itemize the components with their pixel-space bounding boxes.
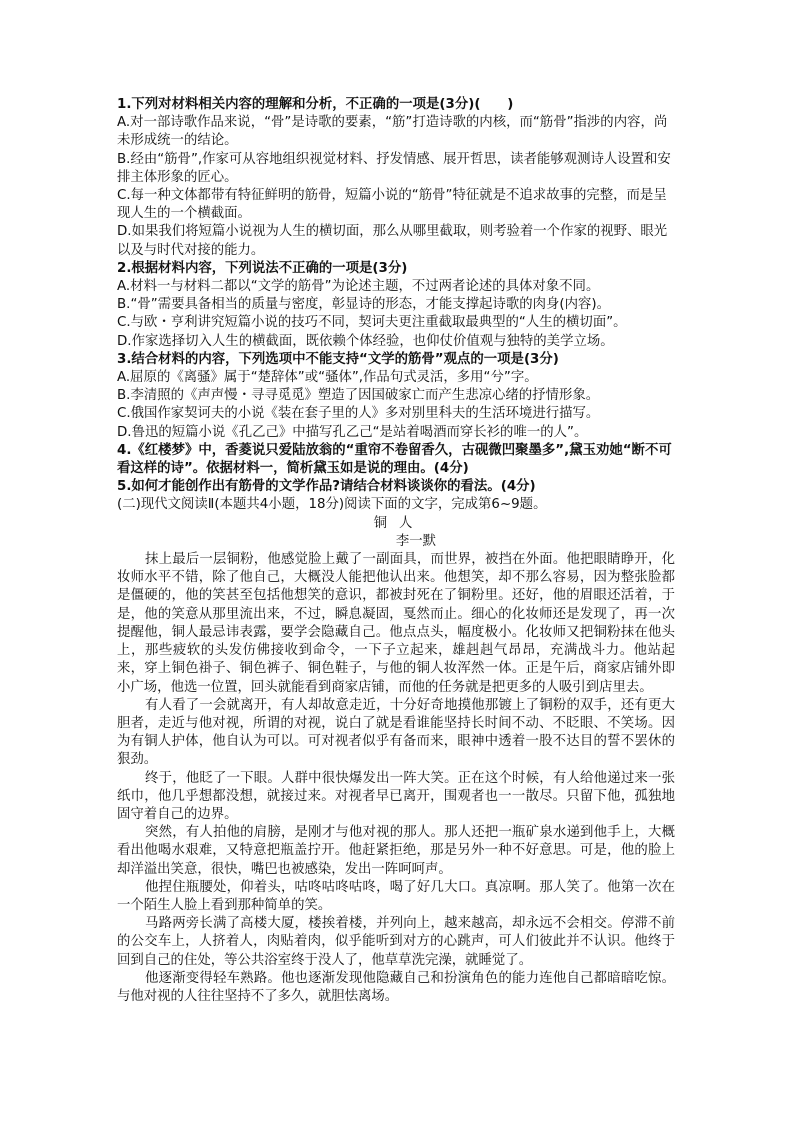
question-3-option-a: A.屈原的《离骚》属于“楚辞体”或“骚体”,作品句式灵活，多用“兮”字。	[117, 370, 538, 386]
question-3-option-b: B.李清照的《声声慢・寻寻觅觅》塑造了因国破家亡而产生悲凉心绪的抒情形象。	[117, 388, 600, 404]
exam-page	[117, 96, 675, 1006]
question-2-option-a: A.材料一与材料二都以“文学的筋骨”为论述主题，不过两者论述的具体对象不同。	[117, 279, 600, 295]
question-2-stem: 2.根据材料内容，下列说法不正确的一项是(3分)	[117, 260, 408, 276]
story-paragraph: 抹上最后一层铜粉，他感觉脸上戴了一副面具，而世界，被挡在外面。他把眼睛睁开，化妆师水平不错，除了他自己，大概没人能把他认出来。他想笑，却不那么容易，因为整张脸都是僵硬的，他的笑甚至包括他想笑的意识，都被封死在了铜粉里。还好，他的眉眼还活着，于是，他的笑意从那里流出来，不过，瞬息凝固，戛然而止。细心的化妆师还是发现了，再一次提醒他，铜人最忌讳表露，要学会隐藏自己。他点点头，幅度极小。化妆师又把铜粉抹在他头上，那些疲软的头发仿佛接收到命令，一下子立起来，雄赳赳气昂昂，充满战斗力。他站起来，穿上铜色褂子、铜色裤子、铜色鞋子，与他的铜人妆浑然一体。正是午后，商家店铺外即小广场，他选一位置，回头就能看到商家店铺，而他的任务就是把更多的人吸引到店里去。	[117, 552, 675, 695]
question-2-option-d: D.作家选择切入人生的横截面，既依赖个体经验，也仰仗价值观与独特的美学立场。	[117, 333, 614, 349]
story-paragraph: 马路两旁长满了高楼大厦，楼挨着楼，并列向上，越来越高，却永远不会相交。停滞不前的公交车上，人挤着人，肉贴着肉，似乎能听到对方的心跳声，可人们彼此并不认识。他终于回到自己的住处，等公共浴室终于没人了，他草草洗完澡，就睡觉了。	[117, 916, 675, 968]
question-1-option-c: C.每一种文体都带有特征鲜明的筋骨，短篇小说的“筋骨”特征就是不追求故事的完整，而是呈现人生的一个横截面。	[117, 188, 667, 222]
story-author: 李一默	[395, 533, 437, 549]
question-3-stem: 3.结合材料的内容，下列选项中不能支持“文学的筋骨”观点的一项是(3分)	[117, 351, 559, 367]
question-3-option-c: C.俄国作家契诃夫的小说《装在套子里的人》多对别里科夫的生活环境进行描写。	[117, 406, 600, 422]
story-paragraph: 终于，他眨了一下眼。人群中很快爆发出一阵大笑。正在这个时候，有人给他递过来一张纸巾，他几乎想都没想，就接过来。对视者早已离开，围观者也一一散尽。只留下他，孤独地固守着自己的边界。	[117, 770, 675, 822]
question-5-stem: 5.如何才能创作出有筋骨的文学作品?请结合材料谈谈你的看法。(4分)	[117, 479, 536, 495]
section-heading: (二)现代文阅读Ⅱ(本题共4小题，18分)阅读下面的文字，完成第6~9题。	[117, 497, 547, 513]
question-1-option-a: A.对一部诗歌作品来说，“骨”是诗歌的要素，“筋”打造诗歌的内核，而“筋骨”指涉的内容，尚未形成统一的结论。	[117, 115, 668, 149]
question-3-option-d: D.鲁迅的短篇小说《孔乙己》中描写孔乙己“是站着喝酒而穿长衫的唯一的人”。	[117, 424, 588, 440]
question-1-option-d: D.如果我们将短篇小说视为人生的横切面，那么从哪里截取，则考验着一个作家的视野、眼光以及与时代对接的能力。	[117, 224, 668, 258]
story-paragraph: 有人看了一会就离开，有人却故意走近，十分好奇地摸他那镀上了铜粉的双手，还有更大胆者，走近与他对视，所谓的对视，说白了就是看谁能坚持长时间不动、不眨眼、不笑场。因为有铜人护体，他自认为可以。可对视者似乎有备而来，眼神中透着一股不达目的誓不罢休的狠劲。	[117, 697, 675, 768]
story-paragraph: 突然，有人拍他的肩膀，是刚才与他对视的那人。那人还把一瓶矿泉水递到他手上，大概看出他喝水艰难，又特意把瓶盖拧开。他赶紧拒绝，那是另外一种不好意思。可是，他的脸上却洋溢出笑意，很快，嘴巴也被感染，发出一阵呵呵声。	[117, 825, 675, 877]
question-4-stem: 4.《红楼梦》中，香菱说只爱陆放翁的“重帘不卷留香久，古砚微凹聚墨多”,黛玉劝她“断不可看这样的诗”。依据材料一，简析黛玉如是说的理由。(4分)	[117, 442, 672, 477]
question-2-option-b: B.“骨”需要具备相当的质量与密度，彰显诗的形态，才能支撑起诗歌的肉身(内容)。	[117, 297, 611, 313]
question-1-stem: 1.下列对材料相关内容的理解和分析，不正确的一项是(3分)( )	[117, 97, 514, 112]
question-2-option-c: C.与欧・亨利讲究短篇小说的技巧不同，契诃夫更注重截取最典型的“人生的横切面”。	[117, 315, 627, 331]
story-paragraph: 他捏住瓶腰处，仰着头，咕咚咕咚咕咚，喝了好几大口。真凉啊。那人笑了。他第一次在一个陌生人脸上看到那种简单的笑。	[117, 879, 675, 913]
story-title: 铜人	[373, 515, 425, 531]
question-1-option-b: B.经由“筋骨”,作家可从容地组织视觉材料、抒发情感、展开哲思，读者能够观测诗人设置和安排主体形象的匠心。	[117, 151, 671, 185]
story-paragraph: 他逐渐变得轻车熟路。他也逐渐发现他隐藏自己和扮演角色的能力连他自己都暗暗吃惊。与他对视的人往往坚持不了多久，就胆怯离场。	[117, 970, 675, 1004]
